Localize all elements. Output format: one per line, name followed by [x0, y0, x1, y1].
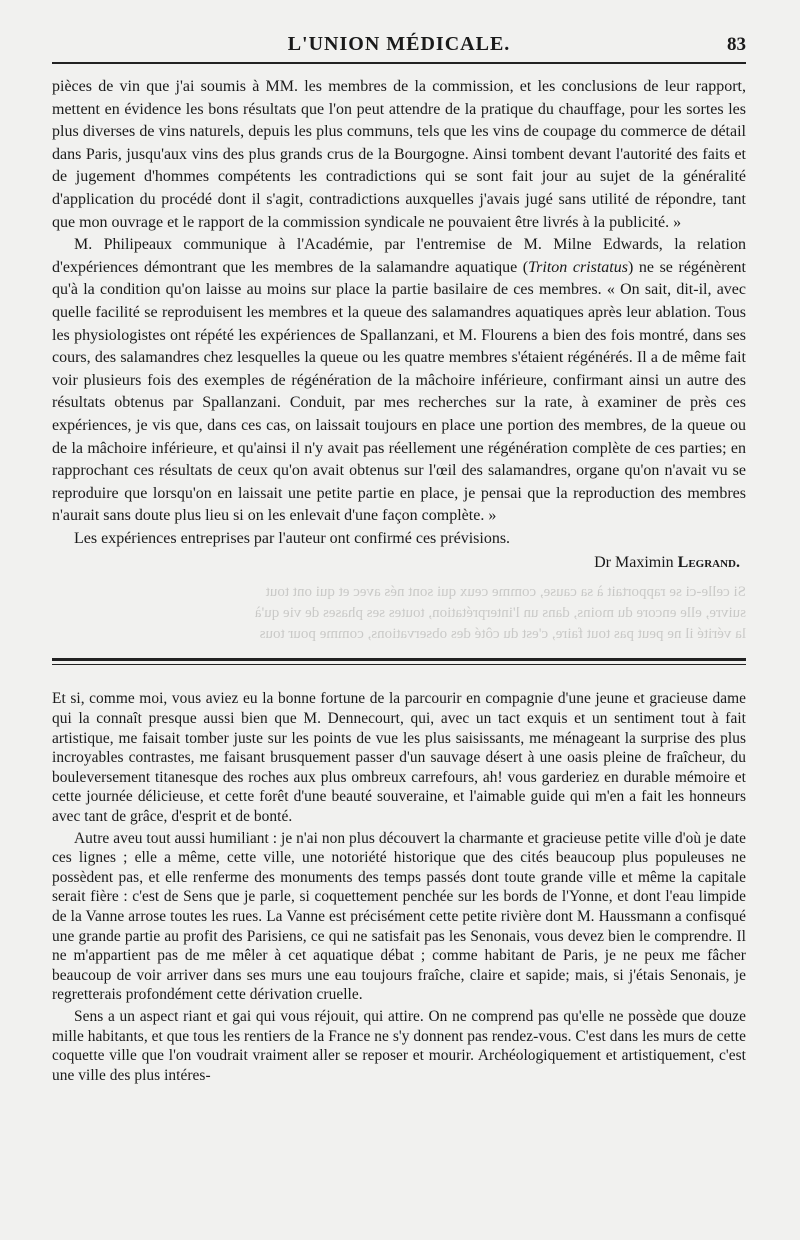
page-number: 83 [727, 34, 746, 55]
feuilleton-paragraph: Autre aveu tout aussi humiliant : je n'ai non plus découvert la charmante et gracieuse petite ville d'où je date ces lignes ; elle a même, cette ville, une notoriété historique que des cités beaucoup plus populeuses ne possèdent pas, et elle renferme des monuments des temps passés dont toute grande ville et même la capitale serait fière : c'est de Sens que je parle, si coquettement penchée sur les bords de l'Yonne, et dont l'eau limpide de la Vanne arrose toutes les rues. La Vanne est précisément cette petite rivière dont M. Haussmann a confisqué une grande partie au profit des Parisiens, ce qui ne satisfait pas les Senonais, vous devez bien le comprendre. Il ne m'appartient pas de me mêler à cet aquatique débat ; comme habitant de Paris, je ne peux me fâcher beaucoup de voir arriver dans ses murs une eau toujours fraîche, claire et sapide; mais, si j'étais Senonais, je regretterais profondément cette dérivation cruelle. [52, 829, 746, 1004]
article-paragraph [52, 234, 746, 528]
running-header [52, 0, 746, 60]
header-rule [52, 62, 746, 64]
bleed-line: Si celle-ci se rapportait à sa cause, comme ceux qui sont nés avec et qui ont tout [265, 584, 746, 601]
species-name: Triton cristatus [528, 258, 628, 276]
feuilleton-paragraph: Et si, comme moi, vous aviez eu la bonne fortune de la parcourir en compagnie d'une jeune et gracieuse dame qui la connaît presque aussi bien que M. Dennecourt, qui, avec un tact exquis et un sentiment tout à fait artistique, me faisait tomber juste sur les points de vue les plus saisissants, me ménageant la surprise des plus incroyables contrastes, me faisant brusquement passer d'un sauvage désert à une oasis pleine de fraîcheur, du bouleversement titanesque des roches aux plus ombreux carrefours, ah! vous garderiez en durable mémoire et cette journée délicieuse, et cette forêt d'une beauté souveraine, et l'aimable guide qui m'en a fait les honneurs avec tant de grâce, d'esprit et de bonté. [52, 690, 746, 826]
author-signature [52, 552, 746, 574]
feuilleton-body [52, 689, 746, 1085]
feuilleton-separator [52, 658, 746, 665]
bleed-line: suivre, elle encore du moins, dans un l'interprétation, toutes ses phases de vie qu'à [254, 605, 746, 622]
paragraph-text: M. Philipeaux communique à l'Académie, par l'entremise de M. Milne Edwards, la relation d'expériences démontrant que les membres de la salamandre aquatique ( [52, 236, 746, 276]
bleed-line: la vérité il ne peut pas tout faire, c'est du côté des observations, comme pour tous [259, 626, 746, 643]
signature-name: Legrand. [677, 554, 740, 572]
feuilleton-paragraph: Sens a un aspect riant et gai qui vous réjouit, qui attire. On ne comprend pas qu'elle ne possède que douze mille habitants, et que tous les rentiers de la France ne s'y donnent pas rendez-vous. C'est dans les murs de cette coquette ville que l'on voudrait vraiment aller se reposer et mourir. Archéologiquement et artistiquement, c'est une ville des plus intéres- [52, 1007, 746, 1084]
article-paragraph: Les expériences entreprises par l'auteur ont confirmé ces prévisions. [74, 529, 511, 547]
journal-title: L'UNION MÉDICALE. [287, 33, 511, 55]
paragraph-text: ) ne se régénèrent qu'à la condition qu'on laisse au moins sur place la partie basilaire de ces membres. « On sait, dit-il, avec quelle facilité se reproduisent les membres et la queue des salamandres aquatiques après leur ablation. Tous les physiologistes ont répété les expériences de Spallanzani, et M. Flourens a bien des fois montré, dans ses cours, des salamandres chez lesquelles la queue ou les quatre membres s'étaient régénérés. Il a de même fait voir plusieurs fois des exemples de régénération de la mâchoire inférieure, confirmant ainsi un autre des résultats obtenus par Spallanzani. Conduit, par mes recherches sur la rate, à examiner de près ces expériences, je vis que, dans ces cas, on laissait toujours en place une portion des membres, de la queue ou de la mâchoire inférieure, et qu'ainsi il n'y avait pas réellement une régénération complète de ces parties; en rapprochant ces résultats de ceux qu'on avait obtenus sur l'œil des salamandres, organe qu'on n'avait vu se reproduire que lorsqu'on en laissait une petite partie en place, je pensai que la reproduction des membres n'aurait sans doute plus lieu si on les enlevait d'une façon complète. » [52, 258, 747, 525]
signature-prefix: Dr Maximin [594, 554, 674, 572]
article-body [52, 76, 746, 574]
article-paragraph: pièces de vin que j'ai soumis à MM. les membres de la commission, et les conclusions de leur rapport, mettent en évidence les bons résultats que l'on peut attendre de la pratique du chauffage, pour les sortes les plus diverses de vins naturels, depuis les plus communs, tels que les vins de coupage du commerce de détail dans Paris, jusqu'aux vins des plus grands crus de la Bourgogne. Ainsi tombent devant l'autorité des faits et de jugement d'hommes compétents les contradictions qui se sont fait jour au sujet de la généralité d'application du procédé dont il s'agit, contradictions auxquelles j'avais jugé sans utilité de répondre, tant que mon ouvrage et le rapport de la commission syndicale ne pouvaient être livrés à la publicité. » [52, 78, 746, 231]
bleed-through-text [52, 582, 746, 648]
